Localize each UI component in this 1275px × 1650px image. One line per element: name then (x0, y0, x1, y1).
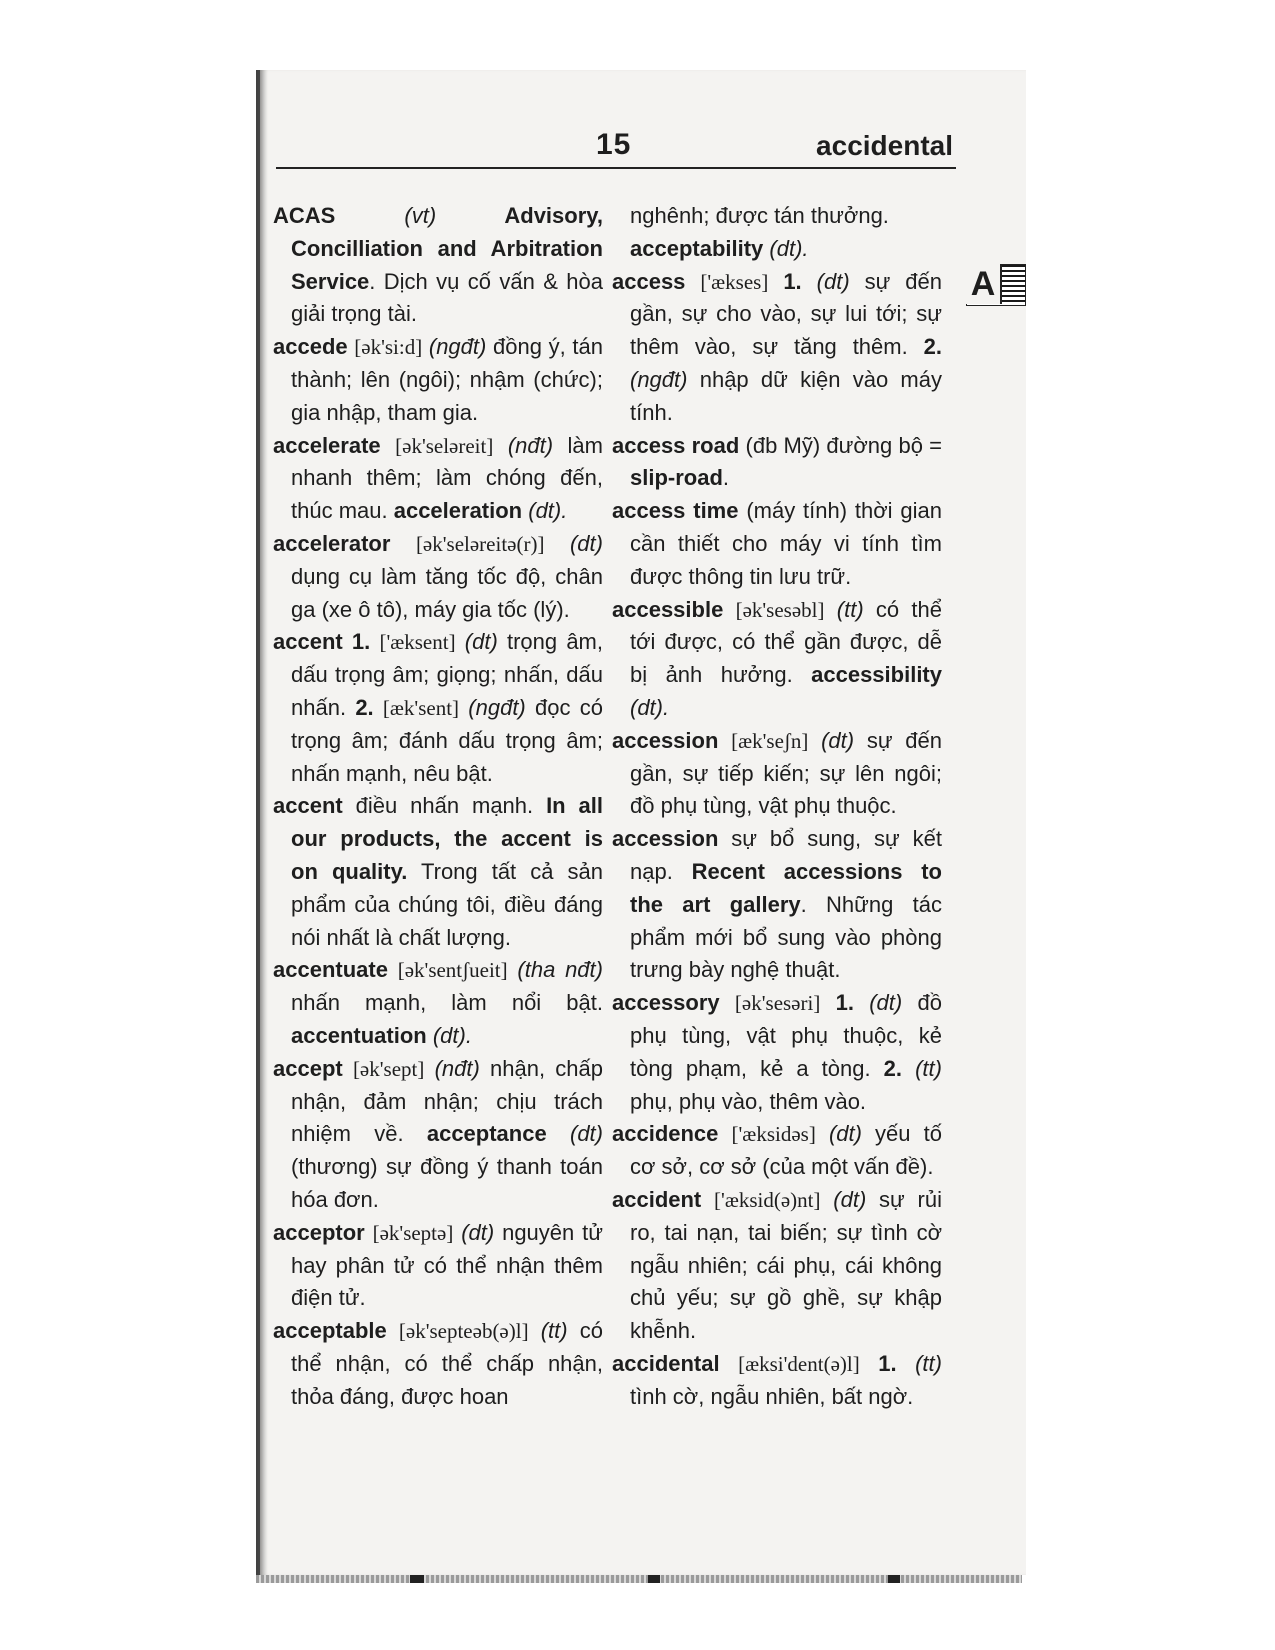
expansion: Concilliation and Arbitration Service (291, 235, 603, 294)
definition: làm nhanh thêm; làm chóng đến, thúc mau. (291, 432, 603, 524)
part-of-speech: (tt) (540, 1318, 568, 1344)
pronunciation: ['æksent] (379, 630, 456, 655)
pronunciation: ['æksid(ə)nt] (714, 1187, 821, 1212)
dictionary-entry (612, 266, 942, 430)
sense-number: 1. (783, 268, 802, 294)
headword: accelerator (273, 530, 391, 556)
pronunciation: [ək'sesəri] (734, 991, 821, 1016)
dictionary-entry (273, 790, 603, 954)
dictionary-entry (612, 430, 942, 496)
part-of-speech: (dt) (828, 1121, 862, 1147)
part-of-speech: (dt) (570, 1121, 603, 1147)
headword: access time (612, 498, 739, 524)
definition: (đb Mỹ) đường bộ = (739, 432, 942, 458)
definition: nghênh; được tán thưởng. (630, 203, 889, 228)
translation: Trong tất cả sản phẩm của chúng tôi, điều đáng nói nhất là chất lượng. (291, 858, 604, 950)
dictionary-entry (612, 495, 942, 593)
headword: accession (612, 826, 719, 852)
dictionary-entry (612, 233, 942, 266)
definition: (máy tính) thời gian cần thiết cho máy vi tính tìm được thông tin lưu trữ. (630, 498, 942, 589)
definition: nhận, chấp nhận, đảm nhận; chịu trách nhiệm về. (291, 1055, 603, 1147)
part-of-speech: (nđt) (434, 1055, 480, 1081)
dictionary-entry (612, 1118, 942, 1184)
definition: sự đến gần, sự cho vào, sự lui tới; sự thêm vào, sự tăng thêm. (630, 268, 942, 360)
part-of-speech: (ngđt) (468, 694, 526, 720)
dictionary-entry (273, 331, 603, 429)
pronunciation: [ək'si:d] (354, 335, 423, 360)
pronunciation: [ək'seləreitə(r)] (415, 531, 545, 556)
headword: accent (273, 793, 343, 819)
example-sentence: Recent accessions to the art gallery (630, 858, 942, 917)
derived-headword: acceleration (393, 498, 523, 524)
pronunciation: [ək'sentʃueit] (397, 958, 508, 983)
part-of-speech: (dt) (821, 727, 855, 753)
part-of-speech: (dt) (569, 530, 603, 556)
part-of-speech: (dt) (464, 629, 498, 655)
derived-headword: acceptability (630, 235, 764, 261)
derived-headword: acceptance (426, 1121, 547, 1147)
headword: ACAS (273, 203, 336, 228)
dictionary-entry (273, 626, 603, 790)
left-column (273, 200, 603, 1413)
dictionary-entry (273, 1217, 603, 1315)
example-sentence: In all our products, the accent is on quality. (291, 793, 603, 884)
part-of-speech: (dt). (630, 694, 670, 720)
part-of-speech: (tha nđt) (517, 957, 603, 983)
definition: . Dịch vụ cố vấn & hòa giải trọng tài. (291, 268, 603, 327)
sense-number: 2. (923, 334, 942, 360)
headword: accession (612, 727, 719, 753)
bottom-mark (410, 1575, 424, 1583)
headword: access (612, 268, 686, 294)
part-of-speech: (tt) (915, 1350, 942, 1376)
part-of-speech: (nđt) (507, 432, 554, 458)
definition: tình cờ, ngẫu nhiên, bất ngờ. (630, 1383, 914, 1409)
headword: accede (273, 334, 348, 360)
definition: (thương) sự đồng ý thanh toán hóa đơn. (291, 1154, 603, 1212)
part-of-speech: (tt) (915, 1055, 942, 1081)
cross-reference: slip-road (630, 465, 723, 491)
dictionary-entry (612, 1184, 942, 1348)
headword: accidence (612, 1121, 719, 1147)
sense-number: 1. (878, 1350, 897, 1376)
pronunciation: [æk'sent] (382, 695, 460, 720)
running-head: accidental (816, 130, 953, 161)
dictionary-entry (612, 823, 942, 987)
pronunciation: [ək'septə] (372, 1220, 454, 1245)
definition: có thể tới được, có thể gần được, dễ bị ảnh hưởng. (630, 596, 942, 688)
part-of-speech: (dt) (461, 1219, 495, 1245)
dictionary-entry (273, 430, 603, 528)
pronunciation: [æksi'dent(ə)l] (738, 1351, 860, 1376)
thumb-index-letter: A (966, 264, 1002, 304)
definition: nhấn mạnh, làm nổi bật. (291, 990, 603, 1016)
sense-number: 2. (355, 694, 374, 720)
headword: accidental (612, 1350, 720, 1376)
part-of-speech: (dt). (432, 1022, 472, 1048)
definition: đồng ý, tán thành; lên (ngôi); nhậm (chức); gia nhập, tham gia. (291, 334, 603, 425)
dictionary-entry (273, 954, 603, 1052)
derived-headword: accentuation (291, 1022, 427, 1048)
bottom-mark (648, 1575, 660, 1583)
continuation-text (612, 200, 942, 233)
dictionary-entry (273, 1053, 603, 1217)
definition: đọc có trọng âm; đánh dấu trọng âm; nhấn mạnh, nêu bật. (291, 694, 603, 786)
definition: đồ phụ tùng, vật phụ thuộc, kẻ tòng phạm, kẻ a tòng. (630, 990, 942, 1081)
headword: acceptor (273, 1219, 365, 1245)
headword: accept (273, 1055, 343, 1081)
dictionary-entry (273, 528, 603, 626)
pronunciation: ['æksidəs] (731, 1122, 816, 1147)
translation: . Những tác phẩm mới bổ sung vào phòng trưng bày nghệ thuật. (630, 891, 942, 983)
part-of-speech: (dt). (769, 235, 809, 261)
part-of-speech: (dt). (528, 498, 568, 524)
part-of-speech: (dt) (816, 268, 850, 294)
definition: phụ, phụ vào, thêm vào. (630, 1088, 867, 1114)
definition: . (722, 465, 730, 491)
dictionary-entry (612, 1348, 942, 1414)
part-of-speech: (ngđt) (630, 366, 688, 392)
definition: điều nhấn mạnh. (342, 793, 547, 819)
dictionary-entry (612, 987, 942, 1118)
definition: sự đến gần, sự tiếp kiến; sự lên ngôi; đồ phụ tùng, vật phụ thuộc. (630, 727, 942, 819)
pronunciation: ['ækses] (700, 269, 769, 294)
bottom-mark (888, 1575, 900, 1583)
headword: accentuate (273, 957, 388, 983)
dictionary-entry (273, 200, 603, 331)
headword: acceptable (273, 1318, 387, 1344)
part-of-speech: (vt) (404, 203, 437, 228)
page-number: 15 (596, 128, 632, 161)
derived-headword: accessibility (811, 662, 942, 688)
headword: accessory (612, 990, 720, 1016)
part-of-speech: (dt) (833, 1186, 867, 1212)
part-of-speech: (dt) (869, 990, 903, 1016)
definition: dụng cụ làm tăng tốc độ, chân ga (xe ô tô), máy gia tốc (lý). (291, 563, 603, 622)
headword: accident (612, 1186, 702, 1212)
pronunciation: [ək'sept] (352, 1056, 425, 1081)
definition: có thể nhận, có thể chấp nhận, thỏa đáng, được hoan (291, 1318, 603, 1409)
definition: sự bổ sung, sự kết nạp. (630, 826, 942, 884)
pronunciation: [æk'seʃn] (731, 728, 809, 753)
dictionary-entry (273, 1315, 603, 1413)
definition: sự rủi ro, tai nạn, tai biến; sự tình cờ ngẫu nhiên; cái phụ, cái không chủ yếu; sự gồ ghề, sự khập khễnh. (630, 1186, 942, 1344)
definition: yếu tố cơ sở, cơ sở (của một vấn đề). (630, 1121, 942, 1180)
pronunciation: [ək'seləreit] (395, 433, 494, 458)
headword: accent 1. (273, 629, 371, 655)
header-rule (276, 167, 956, 169)
headword: accessible (612, 596, 724, 622)
pronunciation: [ək'septeəb(ə)l] (398, 1319, 529, 1344)
pronunciation: [ək'sesəbl] (735, 597, 825, 622)
dictionary-entry (612, 725, 942, 823)
part-of-speech: (tt) (836, 596, 864, 622)
part-of-speech: (ngđt) (428, 334, 487, 360)
definition: nhập dữ kiện vào máy tính. (630, 366, 942, 425)
headword: accelerate (273, 432, 381, 458)
page-bottom-edge (256, 1575, 1022, 1583)
definition: trọng âm, dấu trọng âm; giọng; nhấn, dấu nhấn. (291, 629, 603, 720)
headword: access road (612, 432, 740, 458)
definition: nguyên tử hay phân tử có thể nhận thêm điện tử. (291, 1219, 603, 1311)
sense-number: 1. (835, 990, 854, 1016)
right-column (612, 200, 942, 1413)
definition: Advisory, (436, 203, 603, 228)
dictionary-entry (612, 594, 942, 725)
sense-number: 2. (883, 1055, 903, 1081)
